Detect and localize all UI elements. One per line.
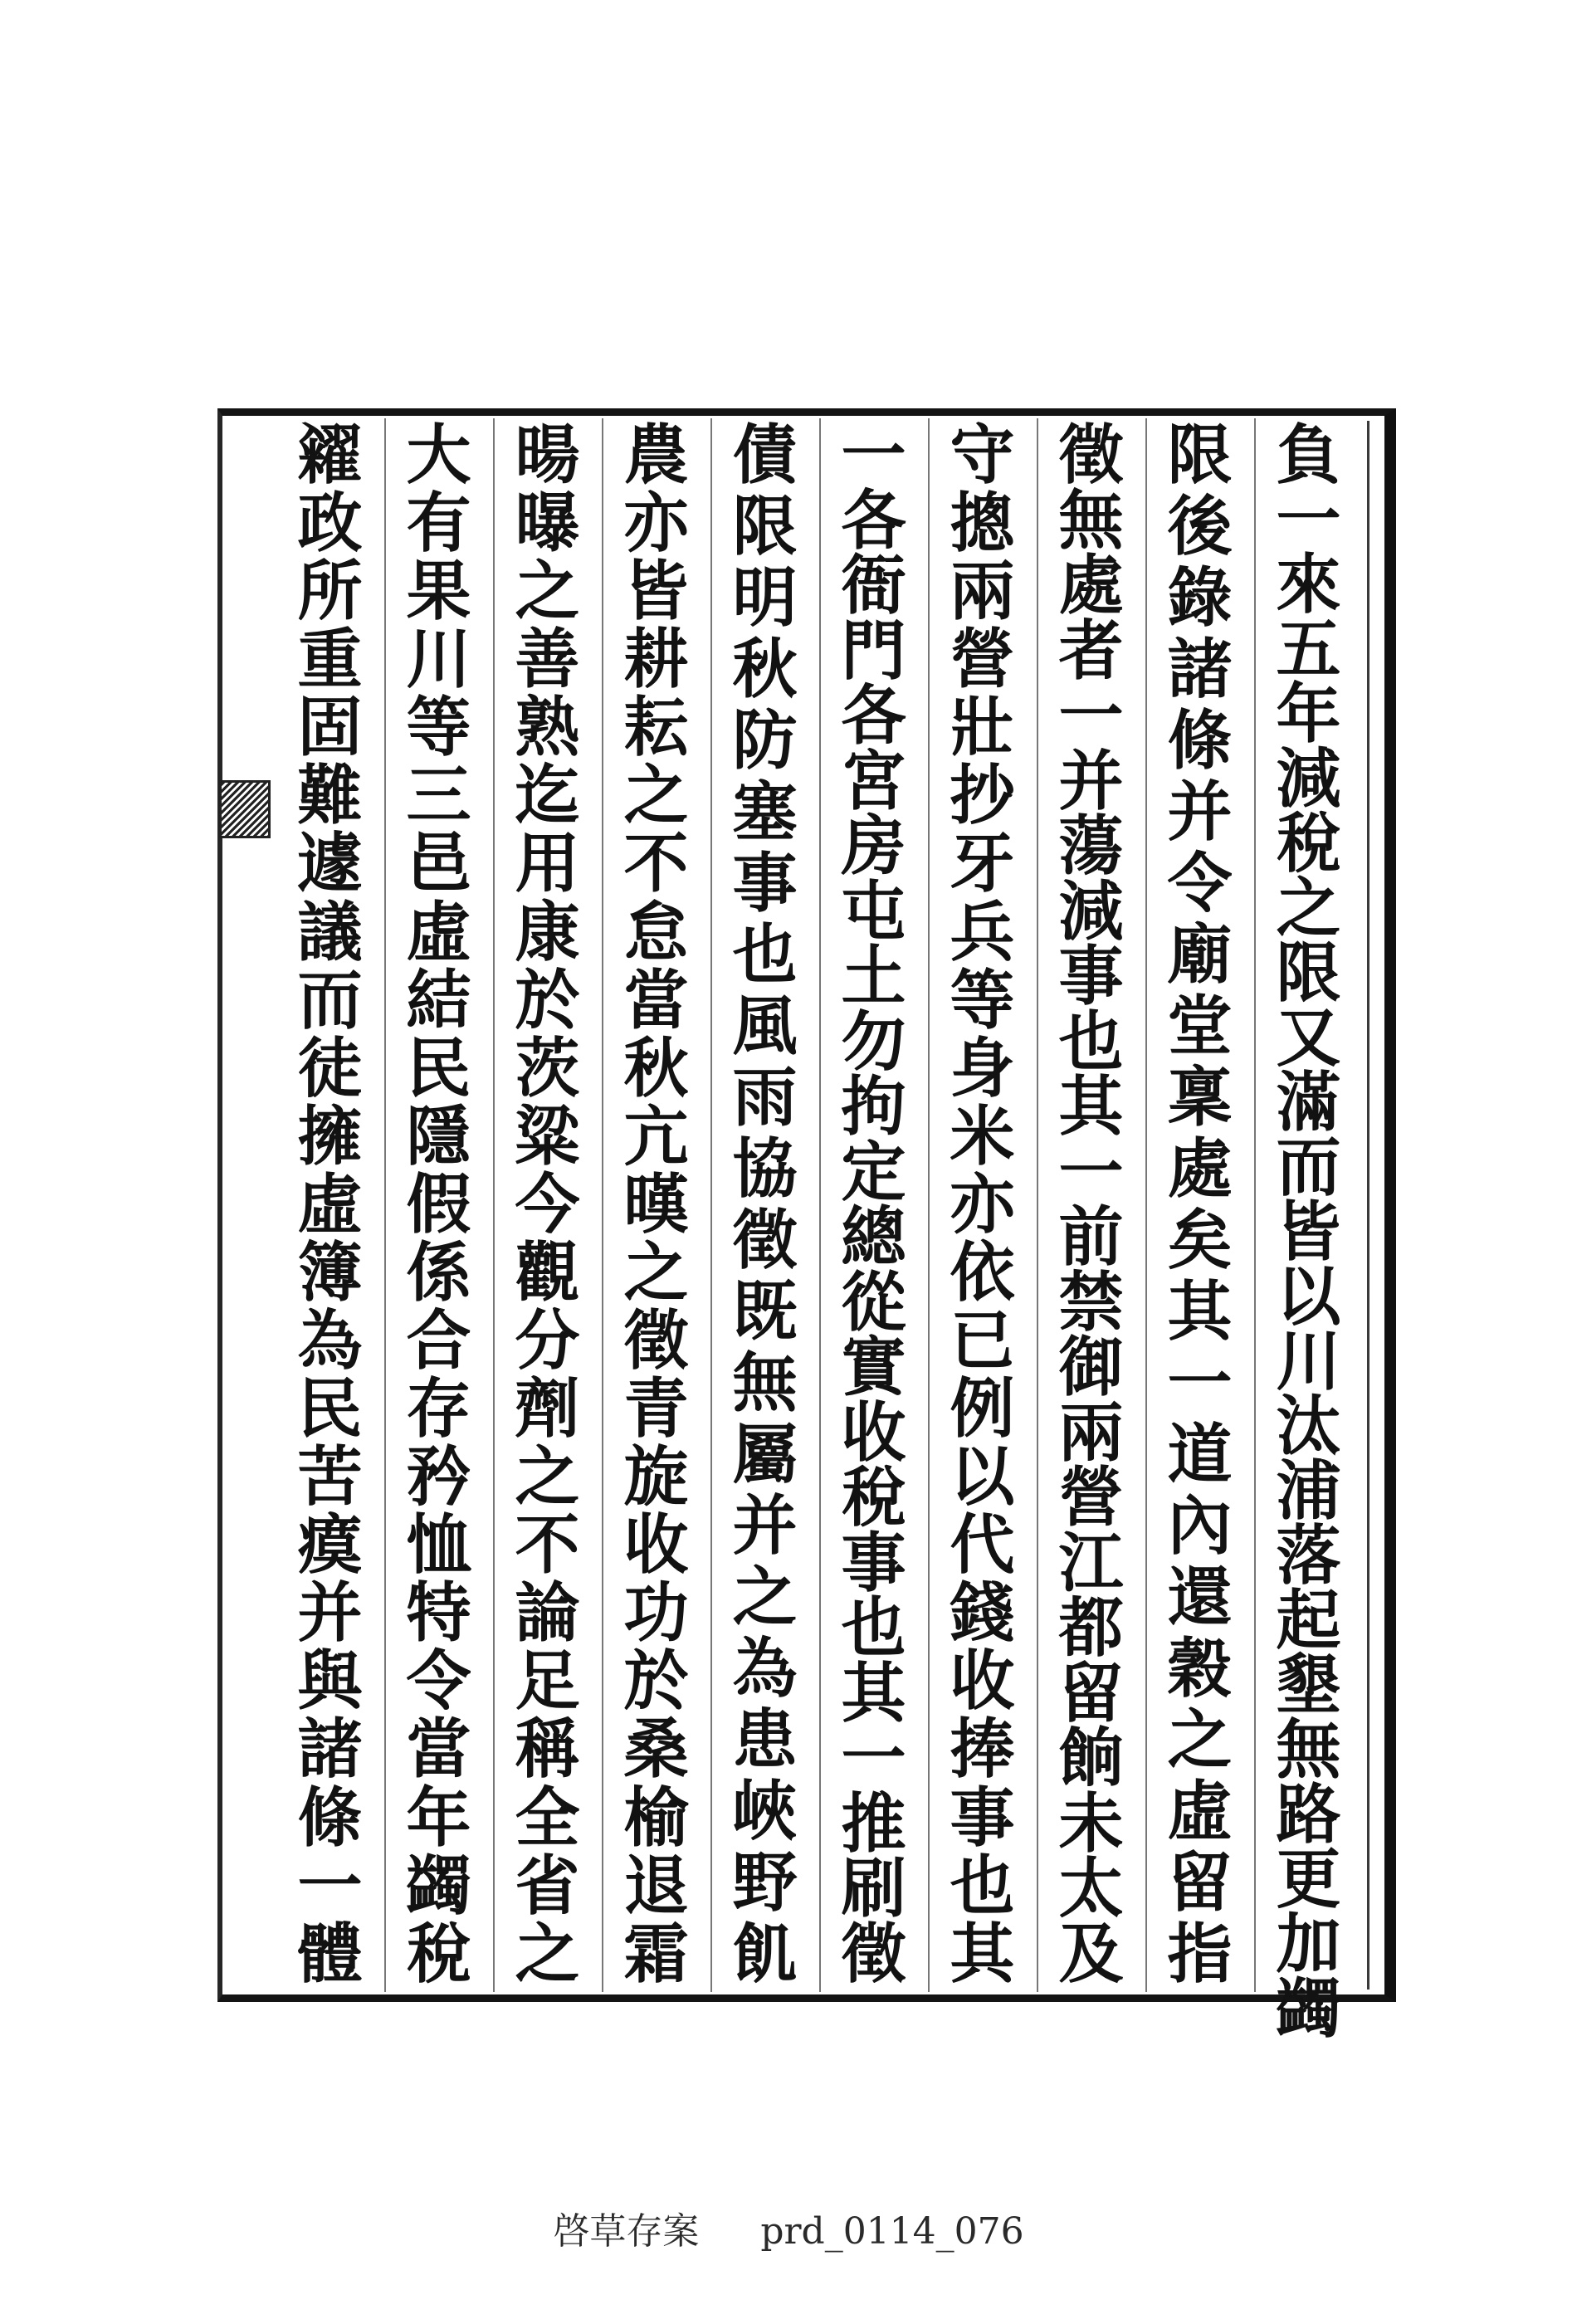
column-rule bbox=[493, 418, 495, 1992]
text-column: 限 後 錄 諸 條 并 令 廟 堂 稟 處 矣 其 一 道 內 還 穀 之 虛 留 指 bbox=[1167, 417, 1233, 1992]
column-rule bbox=[928, 418, 930, 1992]
text-column: 守 摠 兩 營 壯 抄 牙 兵 等 身 米 亦 依 已 例 以 代 錢 收 捧 事 也 其 bbox=[950, 417, 1015, 1992]
caption bbox=[0, 2201, 1577, 2254]
column-rule bbox=[819, 418, 821, 1992]
text-column: 農 亦 皆 耕 耘 之 不 怠 當 秋 亢 暵 之 徵 青 旋 收 功 於 桑 榆 退 霜 bbox=[623, 417, 689, 1992]
binding-mark bbox=[219, 780, 271, 838]
text-column: 一 各 衙 門 各 宮 房 屯 土 勿 拘 定 總 從 實 收 稅 事 也 其 一 推 刷 徵 bbox=[841, 417, 906, 1992]
column-rule bbox=[384, 418, 386, 1992]
text-column: 徵 無 處 者 一 并 蕩 減 事 也 其 一 前 禁 御 兩 營 江 都 留 餉 未 太 及 bbox=[1058, 417, 1124, 1992]
column-rule bbox=[1145, 418, 1147, 1992]
caption-page-id: prd_0114_076 bbox=[760, 2210, 1024, 2253]
text-column: 債 限 明 秋 防 塞 事 也 風 雨 協 徵 既 無 屬 并 之 為 患 峽 野 飢 bbox=[732, 417, 798, 1992]
column-rule bbox=[1037, 418, 1038, 1992]
text-column: 暘 曝 之 善 熟 迄 用 康 於 茨 粱 今 觀 分 劑 之 不 論 足 稱 全 省 之 bbox=[515, 417, 580, 1992]
caption-title: 啓草存案 bbox=[553, 2210, 700, 2253]
column-rule bbox=[602, 418, 603, 1992]
text-column: 糴 政 所 重 固 難 遽 議 而 徒 擁 虛 簿 為 民 苦 瘼 并 與 諸 條 一 體 bbox=[297, 417, 363, 1992]
text-column: 大 有 果 川 等 三 邑 虛 結 民 隱 假 係 合 存 矜 恤 特 令 當 年 蠲 稅 bbox=[406, 417, 471, 1992]
text-column: 負 一 來 五 年 減 稅 之 限 又 滿 而 皆 以 川 汰 浦 落 起 墾 無 路 更 加 蠲 bbox=[1276, 417, 1341, 2047]
column-rule bbox=[710, 418, 712, 1992]
column-rule bbox=[1254, 418, 1256, 1992]
frame-inner-rule bbox=[1367, 421, 1370, 1990]
